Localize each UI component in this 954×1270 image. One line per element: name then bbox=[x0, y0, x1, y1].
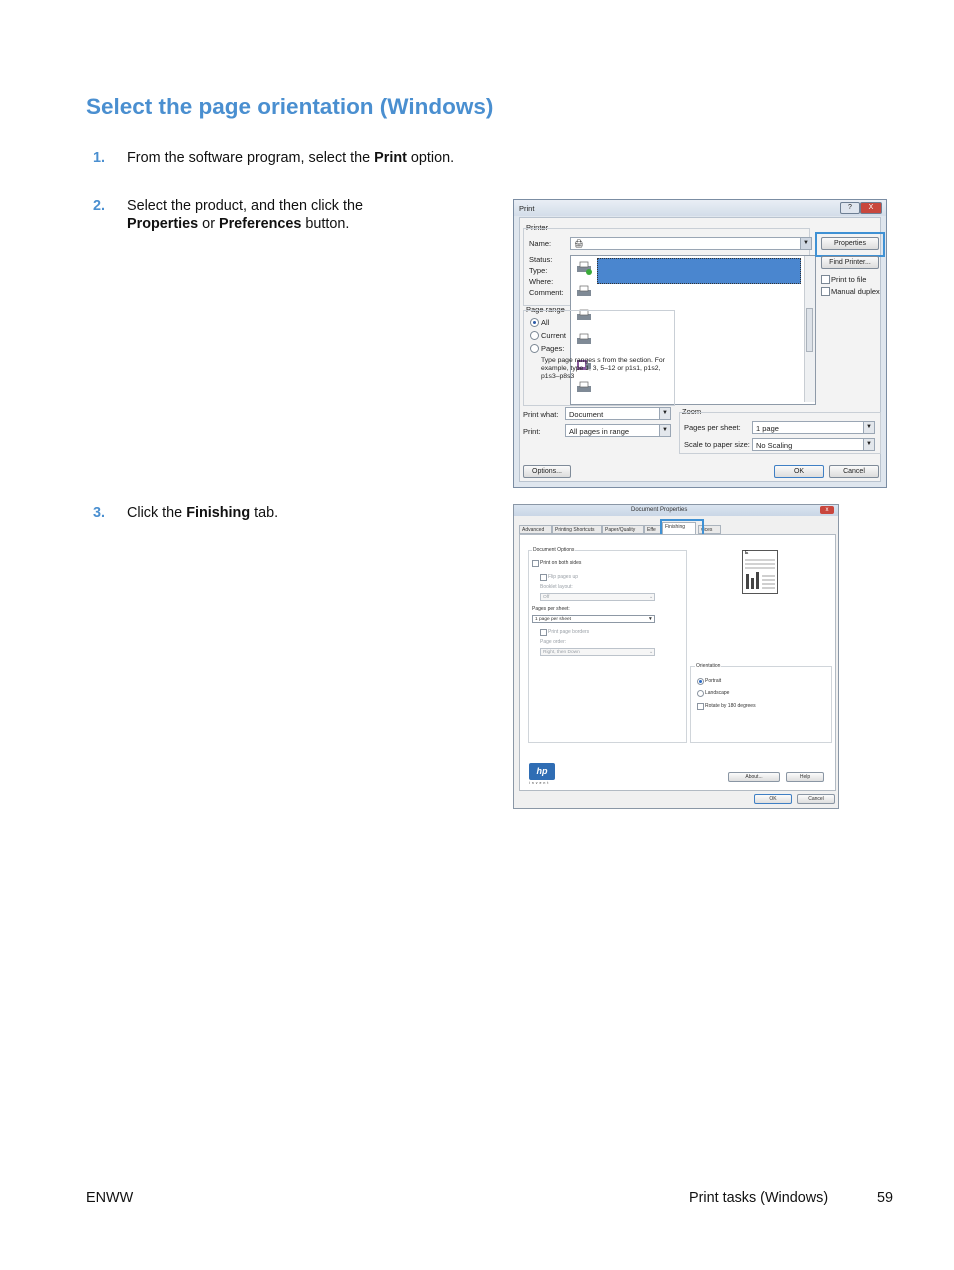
chevron-down-icon[interactable]: ▼ bbox=[659, 408, 670, 419]
portrait-label: Portrait bbox=[705, 678, 722, 684]
comment-label: Comment: bbox=[529, 288, 564, 297]
print-label: Print: bbox=[523, 427, 541, 436]
scale-select[interactable]: No Scaling ▼ bbox=[752, 438, 875, 451]
print-dialog-screenshot bbox=[513, 199, 887, 488]
tab-advanced[interactable]: Advanced bbox=[519, 525, 552, 534]
page-number: 59 bbox=[877, 1190, 894, 1206]
booklet-layout-select[interactable]: Off ⌄ bbox=[540, 593, 655, 601]
cancel-button[interactable]: Cancel bbox=[797, 794, 835, 804]
document-options-label: Document Options bbox=[533, 547, 575, 553]
options-button[interactable]: Options... bbox=[523, 465, 571, 478]
range-all-radio[interactable] bbox=[530, 318, 539, 327]
document-properties-screenshot bbox=[513, 504, 839, 809]
range-current-label: Current bbox=[541, 331, 567, 340]
printer-icon bbox=[575, 261, 593, 275]
chevron-down-icon[interactable]: ▼ bbox=[863, 422, 874, 433]
pages-per-sheet-label: Pages per sheet: bbox=[532, 606, 570, 612]
range-all-label: All bbox=[541, 318, 550, 327]
finishing-panel bbox=[519, 534, 836, 791]
print-both-sides-checkbox[interactable] bbox=[532, 560, 539, 567]
rotate-180-checkbox[interactable] bbox=[697, 703, 704, 710]
chevron-down-icon[interactable]: ▼ bbox=[863, 439, 874, 450]
help-icon[interactable]: ? bbox=[840, 202, 860, 214]
help-button[interactable]: Help bbox=[786, 772, 824, 782]
doc-properties-title: Document Properties bbox=[631, 507, 688, 513]
portrait-radio[interactable] bbox=[697, 678, 704, 685]
range-current-radio[interactable] bbox=[530, 331, 539, 340]
tab-services[interactable]: vices bbox=[698, 525, 721, 534]
printer-group-label: Printer bbox=[526, 223, 549, 232]
printer-row[interactable] bbox=[573, 282, 799, 302]
close-icon[interactable]: x bbox=[820, 506, 834, 514]
orientation-label: Orientation bbox=[696, 663, 721, 669]
tab-paper-quality[interactable]: Paper/Quality bbox=[602, 525, 644, 534]
preview-letter: E bbox=[745, 550, 749, 556]
printer-icon: 🖨 bbox=[574, 239, 584, 248]
doc-properties-titlebar bbox=[514, 505, 838, 516]
print-dialog-titlebar bbox=[514, 200, 886, 216]
page-title: Select the page orientation (Windows) bbox=[86, 94, 494, 119]
step-text: From the software program, select the Print option. bbox=[127, 150, 455, 166]
close-icon[interactable]: X bbox=[860, 202, 882, 214]
properties-button[interactable]: Properties bbox=[821, 237, 879, 250]
print-to-file-checkbox[interactable] bbox=[821, 275, 830, 284]
tab-effects[interactable]: Effe bbox=[644, 525, 661, 534]
print-page-borders-checkbox[interactable] bbox=[540, 629, 547, 636]
chevron-down-icon: ⌄ bbox=[649, 650, 654, 655]
printer-name-select[interactable] bbox=[570, 237, 812, 250]
tab-printing-shortcuts[interactable]: Printing Shortcuts bbox=[552, 525, 602, 534]
printer-icon bbox=[575, 285, 593, 299]
scroll-thumb[interactable] bbox=[806, 308, 813, 352]
list-scrollbar[interactable] bbox=[804, 256, 815, 402]
pages-per-sheet-select[interactable]: 1 page ▼ bbox=[752, 421, 875, 434]
print-what-label: Print what: bbox=[523, 410, 559, 419]
rotate-180-label: Rotate by 180 degrees bbox=[705, 703, 756, 709]
manual-duplex-checkbox[interactable] bbox=[821, 287, 830, 296]
print-page-borders-label: Print page borders bbox=[548, 629, 590, 635]
print-dialog-body bbox=[519, 217, 881, 482]
printer-row-selected[interactable] bbox=[573, 258, 799, 278]
step-number: 2. bbox=[93, 198, 106, 214]
chevron-down-icon[interactable]: ▼ bbox=[659, 425, 670, 436]
print-both-sides-label: Print on both sides bbox=[540, 560, 582, 566]
step-number: 3. bbox=[93, 505, 106, 521]
page-order-label: Page order: bbox=[540, 639, 567, 645]
page-range-label: Page range bbox=[526, 305, 565, 314]
print-dialog-title: Print bbox=[519, 204, 535, 213]
landscape-label: Landscape bbox=[705, 690, 730, 696]
ok-button[interactable]: OK bbox=[774, 465, 824, 478]
range-pages-label: Pages: bbox=[541, 344, 565, 353]
print-select[interactable]: All pages in range ▼ bbox=[565, 424, 671, 437]
flip-pages-up-checkbox[interactable] bbox=[540, 574, 547, 581]
name-label: Name: bbox=[529, 239, 552, 248]
ok-button[interactable]: OK bbox=[754, 794, 792, 804]
find-printer-button[interactable]: Find Printer... bbox=[821, 256, 879, 269]
step-text: Click the Finishing tab. bbox=[127, 505, 279, 521]
step-text: Select the product, and then click the Properties or Preferences button. bbox=[127, 198, 363, 232]
chevron-down-icon: ⌄ bbox=[649, 595, 654, 600]
zoom-label: Zoom bbox=[682, 407, 702, 416]
cancel-button[interactable]: Cancel bbox=[829, 465, 879, 478]
chevron-down-icon[interactable]: ▼ bbox=[800, 238, 811, 249]
properties-highlight bbox=[815, 232, 885, 257]
tab-finishing[interactable]: Finishing bbox=[662, 522, 696, 535]
scale-label: Scale to paper size: bbox=[684, 440, 750, 449]
pages-per-sheet-select[interactable]: 1 page per sheet ▼ bbox=[532, 615, 655, 623]
range-help-text: Type page ranges s from the section. For example, type 1, 3, 5–12 or p1s1, p1s2, p1s3–p8s3 bbox=[541, 357, 665, 380]
page-preview-icon bbox=[742, 550, 778, 594]
selection-band bbox=[597, 258, 801, 284]
step-number: 1. bbox=[93, 150, 106, 166]
hp-logo-tagline: invent bbox=[529, 781, 551, 785]
booklet-layout-label: Booklet layout: bbox=[540, 584, 573, 590]
manual-duplex-label: Manual duplex bbox=[831, 287, 880, 296]
flip-pages-up-label: Flip pages up bbox=[548, 574, 579, 580]
chevron-down-icon: ▼ bbox=[648, 617, 653, 622]
footer-left: ENWW bbox=[86, 1190, 134, 1206]
landscape-radio[interactable] bbox=[697, 690, 704, 697]
page-order-select[interactable]: Right, then Down ⌄ bbox=[540, 648, 655, 656]
print-what-select[interactable]: Document ▼ bbox=[565, 407, 671, 420]
about-button[interactable]: About... bbox=[728, 772, 780, 782]
hp-logo: hp bbox=[529, 763, 555, 780]
range-pages-radio[interactable] bbox=[530, 344, 539, 353]
type-label: Type: bbox=[529, 266, 548, 275]
print-to-file-label: Print to file bbox=[831, 275, 867, 284]
pages-per-sheet-label: Pages per sheet: bbox=[684, 423, 741, 432]
footer-section: Print tasks (Windows) bbox=[689, 1190, 829, 1206]
where-label: Where: bbox=[529, 277, 554, 286]
status-label: Status: bbox=[529, 255, 553, 264]
